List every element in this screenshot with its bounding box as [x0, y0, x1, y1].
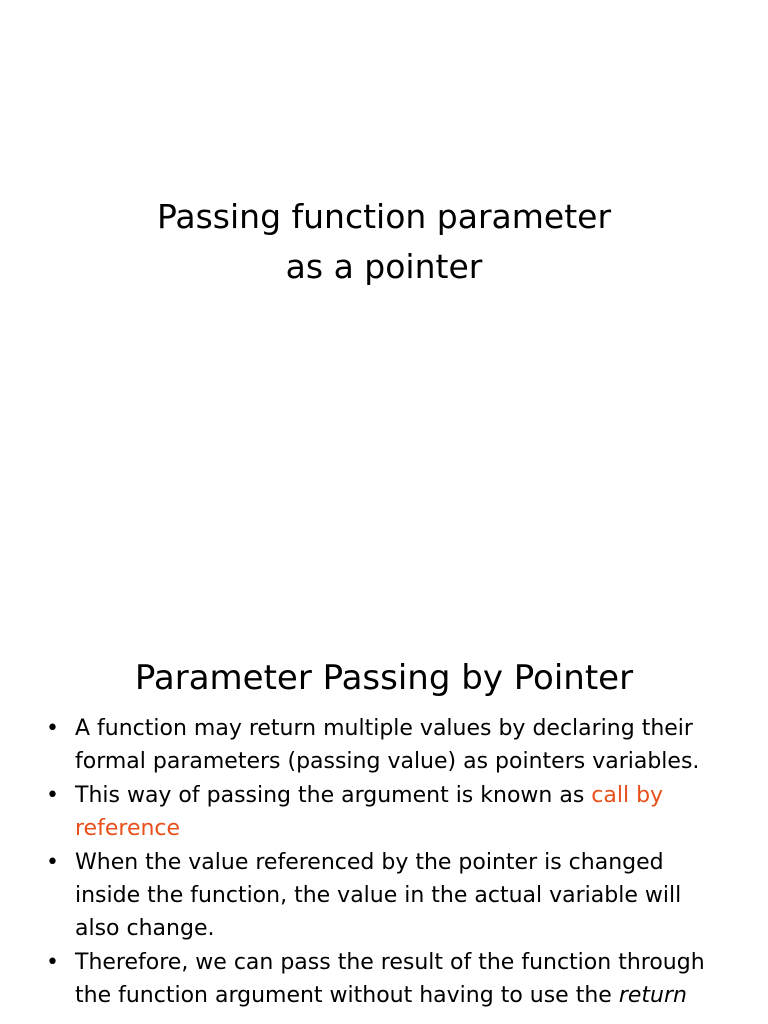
bullet-3-line-3: also change.: [75, 916, 215, 941]
bullet-item: [46, 779, 736, 845]
bullet-item: [46, 946, 736, 1012]
bullet-dot: •: [46, 850, 59, 875]
bullet-item: [46, 846, 736, 945]
bullet-3-line-2: inside the function, the value in the actual variable will: [75, 883, 682, 908]
content-title: Parameter Passing by Pointer: [134, 658, 634, 699]
return-keyword: return: [618, 983, 687, 1008]
bullet-dot: •: [46, 716, 59, 741]
reference-highlight: reference: [75, 816, 181, 841]
bullet-2-text: This way of passing the argument is known as: [75, 783, 592, 808]
bullet-1-line-2: formal parameters (passing value) as pointers variables.: [75, 749, 700, 774]
bullet-2-line-1: [75, 779, 736, 812]
slide-content: [0, 560, 768, 1024]
bullet-1-line-1: A function may return multiple values by declaring their: [75, 716, 693, 741]
title-line-2: as a pointer: [285, 247, 483, 287]
bullet-4-text: the function argument without having to use the: [75, 983, 619, 1008]
title-line-1: Passing function parameter: [156, 197, 612, 237]
bullet-4-line-2: [75, 979, 736, 1012]
call-by-highlight: call by: [591, 783, 664, 808]
bullet-item: [46, 712, 736, 778]
bullet-dot: •: [46, 950, 59, 975]
bullet-3-line-1: When the value referenced by the pointer is changed: [75, 850, 664, 875]
bullet-dot: •: [46, 783, 59, 808]
bullet-list: [46, 712, 736, 1013]
bullet-4-line-1: Therefore, we can pass the result of the function through: [75, 950, 705, 975]
slide-title-heading: [0, 192, 768, 292]
